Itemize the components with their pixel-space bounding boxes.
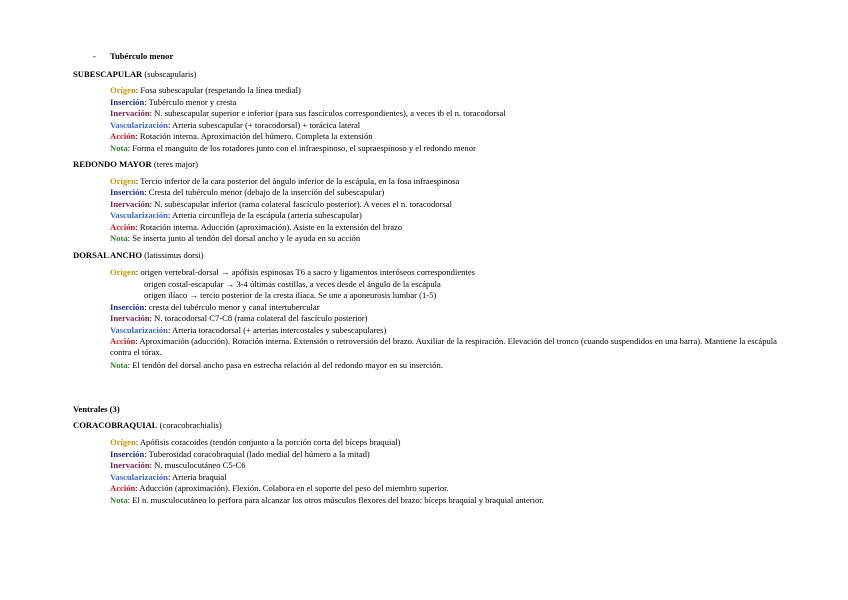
muscle-name: CORACOBRAQUIAL [73, 420, 158, 430]
muscle-name: SUBESCAPULAR [73, 69, 143, 79]
section-title: Tubérculo menor [110, 51, 174, 61]
muscle-latin: (latissimus dorsi) [142, 250, 204, 260]
redondo-vascularizacion [110, 210, 362, 221]
subescapular-origen [110, 85, 301, 96]
dorsal-origen-2: origen costal-escapular → 3-4 últimas costillas, a veces desde el ángulo de la escápula [144, 279, 441, 289]
value: : Apófisis coracoides (tendón conjunto a la porción corta del bíceps braquial) [135, 437, 401, 447]
muscle-heading-redondo-mayor [73, 159, 198, 170]
value: : Cresta del tubérculo menor (debajo de la inserción del subescapular) [144, 187, 385, 197]
coraco-origen [110, 437, 400, 448]
redondo-origen [110, 176, 459, 187]
value: : Arteria toracodorsal (+ arterias intercostales y subescapulares) [167, 325, 387, 335]
label-accion: Acción [110, 131, 136, 141]
dorsal-origen-3: origen ilíaco → tercio posterior de la cresta ilíaca. Se une a aponeurosis lumbar (1-5) [144, 290, 437, 300]
muscle-latin: (teres major) [151, 159, 198, 169]
value: : El n. musculocutáneo lo perfora para alcanzar los otros músculos flexores del brazo: bíceps braquial y braquial anterior. [127, 495, 544, 505]
dorsal-nota [110, 360, 443, 371]
coraco-nota [110, 495, 544, 506]
coraco-vascularizacion [110, 472, 227, 483]
subescapular-nota [110, 143, 476, 154]
subescapular-vascularizacion [110, 120, 360, 131]
value: : Arteria braquial [167, 472, 227, 482]
coraco-inervacion [110, 460, 246, 471]
label-nota: Nota [110, 360, 128, 370]
value: : N. subescapular inferior (rama colateral fascículo posterior). A veces el n. toracodorsal [149, 199, 452, 209]
label-insercion: Inserción [110, 97, 145, 107]
label-nota: Nota [110, 495, 128, 505]
muscle-name: REDONDO MAYOR [73, 159, 152, 169]
muscle-heading-coracobraquial [73, 420, 222, 431]
value: : cresta del tubérculo menor y canal intertubercular [144, 302, 320, 312]
coraco-insercion [110, 449, 370, 460]
value: : Forma el manguito de los rotadores junto con el infraespinoso, el supraespinoso y el redondo menor [127, 143, 476, 153]
value: : Se inserta junto al tendón del dorsal ancho y le ayuda en su acción [127, 233, 361, 243]
value: : Tuberosidad coracobraquial (lado medial del húmero a la mitad) [144, 449, 370, 459]
muscle-heading-dorsal-ancho [73, 250, 204, 261]
muscle-heading-subescapular [73, 69, 196, 80]
label-vascularizacion: Vascularización [110, 325, 168, 335]
value: : Rotación interna. Aducción (aproximación). Asiste en la extensión del brazo [135, 222, 403, 232]
subescapular-insercion [110, 97, 236, 108]
group-title-ventrales: Ventrales (3) [73, 404, 120, 414]
label-insercion: Inserción [110, 449, 145, 459]
muscle-latin: (subscapularis) [142, 69, 197, 79]
value: : Rotación interna. Aproximación del húmero. Completa la extensión [135, 131, 373, 141]
dorsal-inervacion [110, 313, 368, 324]
label-accion: Acción [110, 336, 136, 346]
redondo-nota [110, 233, 360, 244]
label-vascularizacion: Vascularización [110, 120, 168, 130]
label-origen: Origen [110, 437, 136, 447]
label-vascularizacion: Vascularización [110, 472, 168, 482]
value: : Aproximación (aducción). Rotación interna. Extensión o retroversión del brazo. Auxiliar de la respiración. Elevación del tronco (cuando suspendidos en una barra). Mantiene la escápula contra el tórax. [110, 336, 777, 358]
value: : El tendón del dorsal ancho pasa en estrecha relación al del redondo mayor en su inserción. [127, 360, 443, 370]
value: : N. toracodorsal C7-C8 (rama colateral del fascículo posterior) [149, 313, 368, 323]
value: : N. musculocutáneo C5-C6 [149, 460, 246, 470]
redondo-insercion [110, 187, 384, 198]
label-origen: Origen [110, 85, 136, 95]
label-origen: Origen [110, 267, 136, 277]
muscle-latin: (coracobrachialis) [157, 420, 222, 430]
label-origen: Origen [110, 176, 136, 186]
label-vascularizacion: Vascularización [110, 210, 168, 220]
value: : Arteria circunfleja de la escápula (arteria subescapular) [167, 210, 362, 220]
section-bullet: - [93, 51, 96, 61]
label-accion: Acción [110, 222, 136, 232]
value: : Arteria subescapular (+ toracodorsal) + torácica lateral [167, 120, 361, 130]
dorsal-insercion [110, 302, 320, 313]
value: : N. subescapular superior e inferior (para sus fascículos correspondientes), a veces tb el n. toracodorsal [149, 108, 506, 118]
subescapular-inervacion [110, 108, 506, 119]
label-nota: Nota [110, 233, 128, 243]
subescapular-accion [110, 131, 373, 142]
redondo-accion [110, 222, 402, 233]
redondo-inervacion [110, 199, 452, 210]
label-inervacion: Inervación [110, 460, 150, 470]
coraco-accion [110, 483, 449, 494]
value: : origen vertebral-dorsal → apófisis espinosas T6 a sacro y ligamentos interóseos correspondientes [135, 267, 475, 277]
label-nota: Nota [110, 143, 128, 153]
label-inervacion: Inervación [110, 313, 150, 323]
value: : Tercio inferior de la cara posterior del ángulo inferior de la escápula, en la fosa infraespinosa [135, 176, 460, 186]
dorsal-vascularizacion [110, 325, 386, 336]
dorsal-accion [110, 336, 780, 359]
value: : Aducción (aproximación). Flexión. Colabora en el soporte del peso del miembro superior. [135, 483, 449, 493]
label-inervacion: Inervación [110, 199, 150, 209]
value: : Fosa subescapular (respetando la línea medial) [135, 85, 301, 95]
label-insercion: Inserción [110, 187, 145, 197]
value: : Tubérculo menor y cresta [144, 97, 237, 107]
label-insercion: Inserción [110, 302, 145, 312]
label-accion: Acción [110, 483, 136, 493]
dorsal-origen-1 [110, 267, 475, 278]
muscle-name: DORSAL ANCHO [73, 250, 143, 260]
label-inervacion: Inervación [110, 108, 150, 118]
